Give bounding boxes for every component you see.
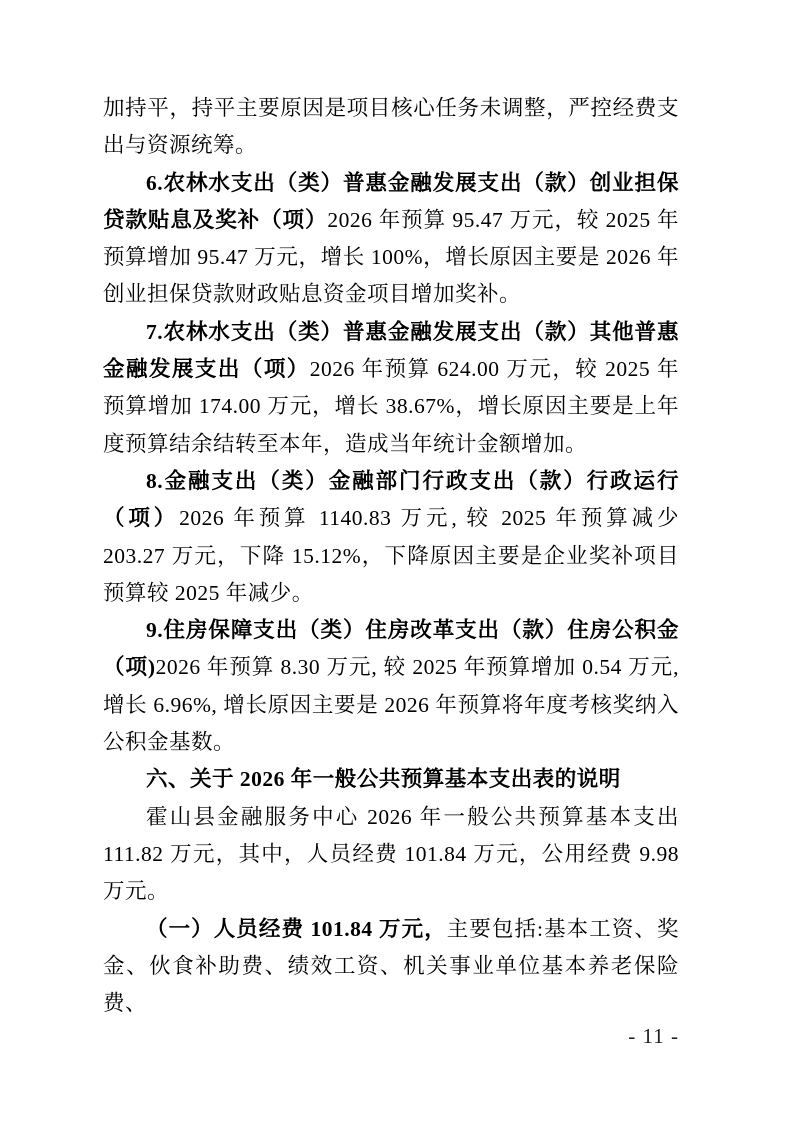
footer [103,1023,679,1049]
paragraph-bold-lead: 7.农林水支出（类）普惠金融发展支出（款）其他普惠金融发展支出（项） [103,319,679,382]
paragraph-text: 霍山县金融服务中心 2026 年一般公共预算基本支出 111.82 万元，其中，人员经费 101.84 万元，公用经费 9.98 万元。 [103,804,679,904]
paragraph-item-9 [103,612,679,761]
section-heading-6 [103,761,679,798]
paragraph-text: 2026 年预算 8.30 万元, 较 2025 年预算增加 0.54 万元, 增长 6.96%, 增长原因主要是 2026 年预算将年度考核奖纳入公积金基数。 [103,655,679,755]
paragraph-personnel-expenses [103,911,679,1023]
paragraph-item-8 [103,463,679,612]
paragraph-item-6 [103,165,679,314]
paragraph-bold-lead: 9.住房保障支出（类）住房改革支出（款）住房公积金（项) [103,618,679,680]
paragraph-basic-expenditure-summary [103,799,679,911]
paragraph-text: 2026 年预算 624.00 万元，较 2025 年预算增加 174.00 万元，增长 38.67%，增长原因主要是上年度预算结余结转至本年，造成当年统计金额增加。 [103,357,679,456]
document-body [103,90,679,1022]
paragraph-bold-lead: 8.金融支出（类）金融部门行政支出（款）行政运行（项） [103,468,679,531]
paragraph-item-7 [103,314,679,463]
paragraph-carryover [103,90,679,165]
paragraph-bold-lead: （一）人员经费 101.84 万元， [146,916,447,941]
paragraph-text: 加持平，持平主要原因是项目核心任务未调整，严控经费支出与资源统筹。 [103,96,679,158]
paragraph-bold-lead: 6.农林水支出（类）普惠金融发展支出（款）创业担保贷款贴息及奖补（项） [103,170,679,232]
page-number: - 11 - [628,1024,679,1048]
section-heading-text: 六、关于 2026 年一般公共预算基本支出表的说明 [146,767,621,792]
paragraph-text: 2026 年预算 95.47 万元，较 2025 年预算增加 95.47 万元，增长 100%，增长原因主要是 2026 年创业担保贷款财政贴息资金项目增加奖补。 [103,207,679,307]
paragraph-text: 2026 年预算 1140.83 万元, 较 2025 年预算减少 203.27 万元，下降 15.12%，下降原因主要是企业奖补项目预算较 2025 年减少。 [103,506,679,605]
paragraph-text: 主要包括:基本工资、奖金、伙食补助费、绩效工资、机关事业单位基本养老保险费、 [103,916,679,1016]
